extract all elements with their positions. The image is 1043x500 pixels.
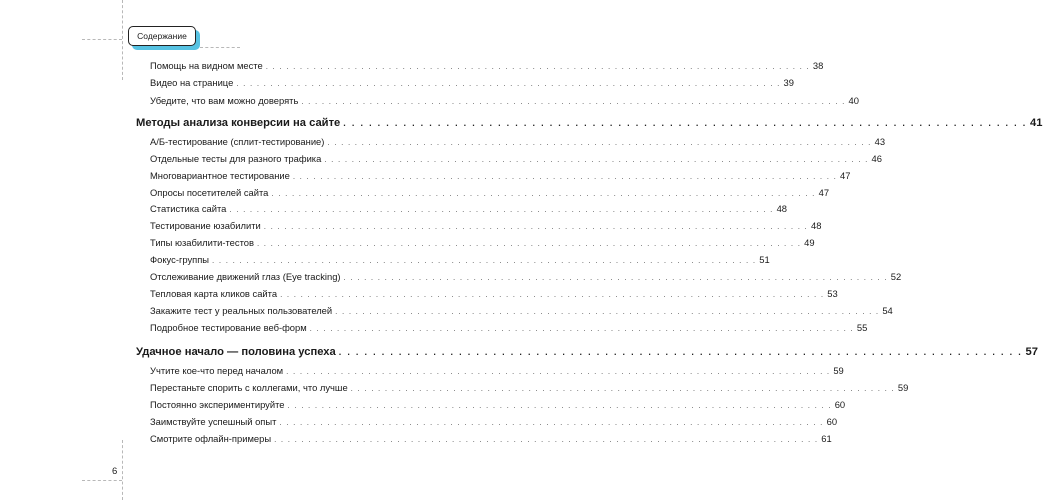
toc-entry: [136, 77, 794, 90]
guide-line-top-left: [82, 39, 122, 40]
toc-entry-title: Закажите тест у реальных пользователей: [150, 305, 333, 316]
toc-entry-title: Смотрите офлайн-примеры: [150, 433, 272, 444]
toc-entry: [136, 288, 838, 301]
toc-leader-dots: . . . . . . . . . . . . . . . . . . . . . . . . . . . . . . . . . . . . . . . . . . . . . . . . . . . . . . . . . . . . . . . . . . . . . . . . . . . . . . . .: [309, 324, 854, 333]
toc-entry-title: Заимствуйте успешный опыт: [150, 416, 277, 427]
toc-entry-page: 40: [848, 95, 859, 106]
toc-entry-page: 39: [783, 77, 794, 88]
toc-leader-dots: . . . . . . . . . . . . . . . . . . . . . . . . . . . . . . . . . . . . . . . . . . . . . . . . . . . . . . . . . . . . . . . . . . . . . . . . . . . . . . . .: [343, 118, 1028, 128]
section-tab: [128, 26, 196, 46]
toc-entry-title: Учтите кое-что перед началом: [150, 365, 284, 376]
toc-entry-page: 57: [1025, 346, 1038, 358]
toc-leader-dots: . . . . . . . . . . . . . . . . . . . . . . . . . . . . . . . . . . . . . . . . . . . . . . . . . . . . . . . . . . . . . . . . . . . . . . . . . . . . . . . .: [287, 401, 832, 410]
toc-entry-page: 59: [833, 365, 844, 376]
toc-leader-dots: . . . . . . . . . . . . . . . . . . . . . . . . . . . . . . . . . . . . . . . . . . . . . . . . . . . . . . . . . . . . . . . . . . . . . . . . . . . . . . . .: [274, 435, 819, 444]
toc-entry-page: 38: [812, 60, 824, 71]
toc-entry: [136, 203, 788, 216]
toc-entry-title: А/Б-тестирование (сплит-тестирование): [150, 136, 325, 147]
toc-entry-title: Отдельные тесты для разного трафика: [150, 153, 322, 164]
toc-entry-page: 55: [856, 322, 868, 333]
toc-entry: [136, 399, 846, 412]
toc-leader-dots: . . . . . . . . . . . . . . . . . . . . . . . . . . . . . . . . . . . . . . . . . . . . . . . . . . . . . . . . . . . . . . . . . . . . . . . . . . . . . . . .: [327, 138, 872, 147]
toc-entry-title: Убедите, что вам можно доверять: [150, 95, 299, 106]
toc-leader-dots: . . . . . . . . . . . . . . . . . . . . . . . . . . . . . . . . . . . . . . . . . . . . . . . . . . . . . . . . . . . . . . . . . . . . . . . . . . . . . . . .: [212, 256, 757, 265]
toc-entry: [136, 60, 824, 73]
toc-entry-title: Статистика сайта: [150, 203, 227, 214]
toc-entry-page: 47: [840, 170, 851, 181]
guide-line-top-right: [200, 47, 240, 48]
toc-entry-page: 60: [826, 416, 838, 427]
toc-entry: [136, 153, 882, 166]
toc-leader-dots: . . . . . . . . . . . . . . . . . . . . . . . . . . . . . . . . . . . . . . . . . . . . . . . . . . . . . . . . . . . . . . . . . . . . . . . . . . . . . . . .: [256, 239, 802, 248]
toc-leader-dots: . . . . . . . . . . . . . . . . . . . . . . . . . . . . . . . . . . . . . . . . . . . . . . . . . . . . . . . . . . . . . . . . . . . . . . . . . . . . . . . .: [301, 97, 846, 106]
toc-entry: [136, 95, 859, 108]
toc-entry-page: 51: [759, 254, 770, 265]
toc-entry: [136, 416, 838, 429]
section-tab-label: Содержание: [137, 31, 187, 41]
toc-leader-dots: . . . . . . . . . . . . . . . . . . . . . . . . . . . . . . . . . . . . . . . . . . . . . . . . . . . . . . . . . . . . . . . . . . . . . . . . . . . . . . . .: [229, 205, 774, 214]
toc-entry-page: 52: [890, 271, 902, 282]
toc-entry-title: Перестаньте спорить с коллегами, что лучше: [150, 382, 348, 393]
toc-leader-dots: . . . . . . . . . . . . . . . . . . . . . . . . . . . . . . . . . . . . . . . . . . . . . . . . . . . . . . . . . . . . . . . . . . . . . . . . . . . . . . . .: [292, 172, 838, 181]
toc-leader-dots: . . . . . . . . . . . . . . . . . . . . . . . . . . . . . . . . . . . . . . . . . . . . . . . . . . . . . . . . . . . . . . . . . . . . . . . . . . . . . . . .: [265, 62, 810, 71]
toc-entry: [136, 170, 851, 183]
toc-leader-dots: . . . . . . . . . . . . . . . . . . . . . . . . . . . . . . . . . . . . . . . . . . . . . . . . . . . . . . . . . . . . . . . . . . . . . . . . . . . . . . . .: [350, 384, 895, 393]
toc-entry-title: Тепловая карта кликов сайта: [150, 288, 278, 299]
toc-entry-title: Удачное начало — половина успеха: [136, 346, 336, 358]
toc-entry-page: 43: [874, 136, 886, 147]
guide-line-bottom-vertical: [122, 440, 123, 500]
toc-entry-title: Постоянно экспериментируйте: [150, 399, 285, 410]
toc-leader-dots: . . . . . . . . . . . . . . . . . . . . . . . . . . . . . . . . . . . . . . . . . . . . . . . . . . . . . . . . . . . . . . . . . . . . . . . . . . . . . . . .: [280, 290, 825, 299]
toc-leader-dots: . . . . . . . . . . . . . . . . . . . . . . . . . . . . . . . . . . . . . . . . . . . . . . . . . . . . . . . . . . . . . . . . . . . . . . . . . . . . . . . .: [324, 155, 869, 164]
toc-entry: [136, 305, 893, 318]
toc-entry: [136, 382, 909, 395]
guide-line-left-vertical: [122, 0, 123, 80]
toc-leader-dots: . . . . . . . . . . . . . . . . . . . . . . . . . . . . . . . . . . . . . . . . . . . . . . . . . . . . . . . . . . . . . . . . . . . . . . . . . . . . . . . .: [279, 418, 824, 427]
toc-entry-page: 59: [897, 382, 909, 393]
toc-entry-page: 49: [804, 237, 815, 248]
toc-entry-page: 54: [882, 305, 893, 316]
toc-entry: [136, 433, 832, 446]
page-number: 6: [112, 466, 118, 477]
toc-leader-dots: . . . . . . . . . . . . . . . . . . . . . . . . . . . . . . . . . . . . . . . . . . . . . . . . . . . . . . . . . . . . . . . . . . . . . . . . . . . . . . . .: [343, 273, 888, 282]
toc-entry: [136, 254, 770, 267]
toc-entry-page: 53: [827, 288, 838, 299]
toc-entry-title: Фокус-группы: [150, 254, 210, 265]
toc-entry: [136, 365, 844, 378]
toc-entry: [136, 187, 830, 200]
toc-entry: [136, 136, 886, 149]
toc-entry-title: Опросы посетителей сайта: [150, 187, 269, 198]
toc-entry: [136, 237, 815, 250]
toc-leader-dots: . . . . . . . . . . . . . . . . . . . . . . . . . . . . . . . . . . . . . . . . . . . . . . . . . . . . . . . . . . . . . . . . . . . . . . . . . . . . . . . .: [271, 189, 816, 198]
toc-leader-dots: . . . . . . . . . . . . . . . . . . . . . . . . . . . . . . . . . . . . . . . . . . . . . . . . . . . . . . . . . . . . . . . . . . . . . . . . . . . . . . . .: [335, 307, 880, 316]
toc-entry-page: 46: [871, 153, 882, 164]
toc-entry-page: 47: [818, 187, 830, 198]
toc-leader-dots: . . . . . . . . . . . . . . . . . . . . . . . . . . . . . . . . . . . . . . . . . . . . . . . . . . . . . . . . . . . . . . . . . . . . . . . . . . . . . . . .: [338, 347, 1023, 357]
toc-leader-dots: . . . . . . . . . . . . . . . . . . . . . . . . . . . . . . . . . . . . . . . . . . . . . . . . . . . . . . . . . . . . . . . . . . . . . . . . . . . . . . . .: [286, 367, 831, 376]
toc-entry-title: Методы анализа конверсии на сайте: [136, 117, 341, 129]
toc-chapter-entry: [136, 116, 1043, 130]
toc-entry: [136, 271, 902, 284]
toc-entry-page: 60: [834, 399, 846, 410]
toc-entry: [136, 220, 822, 233]
toc-entry-page: 41: [1030, 117, 1043, 129]
toc-entry: [136, 322, 868, 335]
toc-entry-title: Помощь на видном месте: [150, 60, 263, 71]
toc-entry-page: 61: [821, 433, 832, 444]
toc-entry-title: Видео на странице: [150, 77, 234, 88]
toc-leader-dots: . . . . . . . . . . . . . . . . . . . . . . . . . . . . . . . . . . . . . . . . . . . . . . . . . . . . . . . . . . . . . . . . . . . . . . . . . . . . . . . .: [236, 79, 781, 88]
toc-entry-page: 48: [776, 203, 788, 214]
toc-entry-title: Подробное тестирование веб-форм: [150, 322, 307, 333]
toc-entry-title: Тестирование юзабилити: [150, 220, 261, 231]
toc-leader-dots: . . . . . . . . . . . . . . . . . . . . . . . . . . . . . . . . . . . . . . . . . . . . . . . . . . . . . . . . . . . . . . . . . . . . . . . . . . . . . . . .: [263, 222, 808, 231]
toc-entry-title: Типы юзабилити-тестов: [150, 237, 254, 248]
toc-entry-title: Отслеживание движений глаз (Eye tracking): [150, 271, 341, 282]
toc-chapter-entry: [136, 345, 1038, 359]
guide-line-bottom: [82, 480, 122, 481]
toc-entry-title: Многовариантное тестирование: [150, 170, 290, 181]
toc-entry-page: 48: [810, 220, 822, 231]
